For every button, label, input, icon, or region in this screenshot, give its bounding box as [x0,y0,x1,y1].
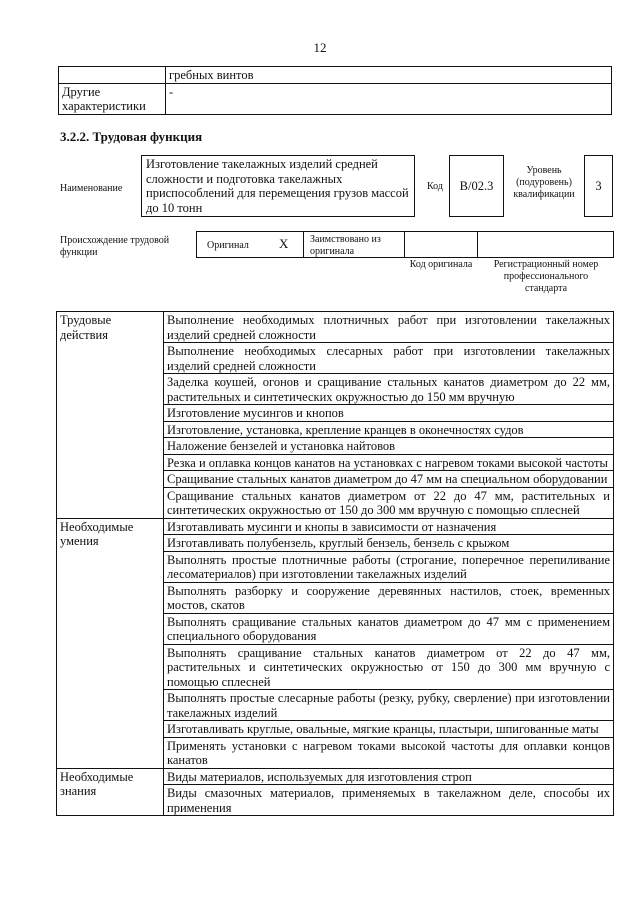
item-cell: Виды смазочных материалов, применяемых в такелажном деле, способы их применения [164,785,614,816]
category-cell: Необходимые умения [57,518,164,768]
registration-number-cell [477,231,614,258]
continuation-value: гребных винтов [166,67,612,84]
page-number: 12 [313,40,327,55]
item-cell: Заделка коушей, огонов и сращивание стальных канатов диаметром до 22 мм, растительных и синтетических окружностью до 150 мм вручную [164,374,614,405]
labor-function-table [56,311,614,816]
origin-label: Происхождение трудовой функции [60,235,170,258]
item-cell: Выполнение необходимых плотничных работ при изготовлении такелажных изделий средней сложности [164,312,614,343]
other-characteristics-label: Другие характеристики [59,84,166,115]
original-label: Оригинал [207,240,249,251]
item-cell: Выполнять разборку и сооружение деревянных настилов, стоек, временных мостов, скатов [164,582,614,613]
continuation-empty-cell [59,67,166,84]
item-cell: Выполнять сращивание стальных канатов диаметром от 22 до 47 мм, растительных и синтетических окружностью от 150 до 300 мм вручную с помощью сплесней [164,644,614,690]
item-cell: Наложение бензелей и установка найтовов [164,438,614,455]
table-row [57,518,614,535]
item-cell: Изготавливать мусинги и кнопы в зависимости от назначения [164,518,614,535]
function-name-box: Изготовление такелажных изделий средней сложности и подготовка такелажных приспособлений для перемещения грузов массой до 10 тонн [141,155,415,217]
borrowed-cell: Заимствовано из оригинала [303,231,405,258]
item-cell: Изготовление, установка, крепление кранцев в оконечностях судов [164,421,614,438]
item-cell: Сращивание стальных канатов диаметром до 47 мм на специальном оборудовании [164,471,614,488]
other-characteristics-value: - [166,84,612,115]
item-cell: Выполнять простые слесарные работы (резку, рубку, сверление) при изготовлении такелажных изделий [164,690,614,721]
qualification-level-box: 3 [584,155,613,217]
table-row [57,768,614,785]
item-cell: Выполнять простые плотничные работы (строгание, поперечное перепиливание лесоматериалов) при изготовлении такелажных изделий [164,551,614,582]
item-cell: Выполнять сращивание стальных канатов диаметром до 47 мм с применением специального оборудования [164,613,614,644]
continuation-table [58,66,612,115]
original-mark: X [279,236,289,251]
category-cell: Трудовые действия [57,312,164,519]
section-title: 3.2.2. Трудовая функция [60,129,203,144]
code-label: Код [427,181,443,192]
item-cell: Выполнение необходимых слесарных работ при изготовлении такелажных изделий средней сложности [164,343,614,374]
item-cell: Изготавливать полубензель, круглый бензель, бензель с крыжом [164,535,614,552]
item-cell: Изготавливать круглые, овальные, мягкие кранцы, пластыри, шпигованные маты [164,721,614,738]
original-cell [196,231,304,258]
code-box: B/02.3 [449,155,504,217]
original-code-cell [404,231,478,258]
registration-number-label: Регистрационный номер профессионального стандарта [493,259,599,294]
item-cell: Применять установки с нагревом токами высокой частоты для оплавки концов канатов [164,737,614,768]
item-cell: Виды материалов, используемых для изготовления строп [164,768,614,785]
original-code-label: Код оригинала [409,259,473,270]
category-cell: Необходимые знания [57,768,164,816]
item-cell: Сращивание стальных канатов диаметром от 22 до 47 мм, растительных и синтетических окружностью от 150 до 300 мм вручную с помощью сплесней [164,487,614,518]
item-cell: Резка и оплавка концов канатов на установках с нагревом токами высокой частоты [164,454,614,471]
table-row [57,312,614,343]
qualification-level-label: Уровень (подуровень) квалификации [513,165,575,200]
name-label: Наименование [60,183,123,194]
item-cell: Изготовление мусингов и кнопов [164,405,614,422]
